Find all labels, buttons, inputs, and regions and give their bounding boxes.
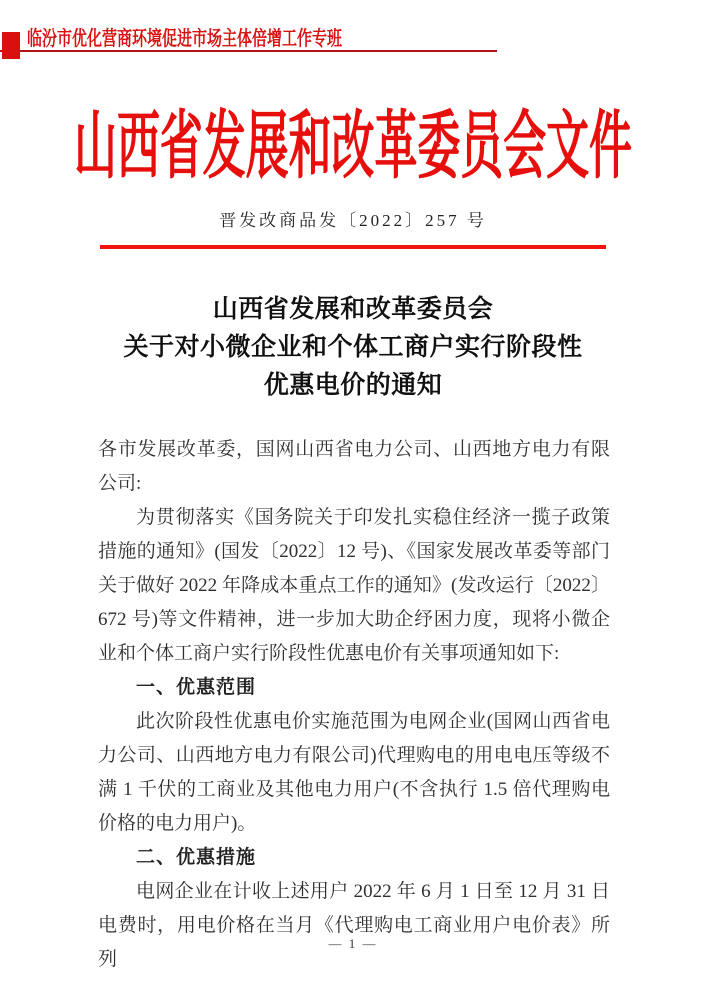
banner-title: 临汾市优化营商环境促进市场主体倍增工作专班 <box>27 28 342 50</box>
section-heading-1: 一、优惠范围 <box>136 677 257 698</box>
banner-underline <box>0 50 497 52</box>
document-title-line-1: 山西省发展和改革委员会 <box>212 296 494 323</box>
salutation: 各市发展改革委，国网山西省电力公司、山西地方电力有限公司: <box>98 439 610 494</box>
paragraph-3: 电网企业在计收上述用户 2022 年 6 月 1 日至 12 月 31 日电费时，用电价格在当月《代理购电工商业用户电价表》所列 <box>98 881 610 970</box>
paragraph-2: 此次阶段性优惠电价实施范围为电网企业(国网山西省电力公司、山西地方电力有限公司)代理购电的用电电压等级不满 1 千伏的工商业及其他电力用户(不含执行 1.5 倍代理购电价格的电力用户)。 <box>98 711 610 834</box>
document-title <box>0 291 706 405</box>
page-number: — 1 — <box>328 936 378 951</box>
banner-square-icon <box>2 32 20 59</box>
document-title-line-3: 优惠电价的通知 <box>263 372 443 399</box>
document-title-line-2: 关于对小微企业和个体工商户实行阶段性 <box>123 334 583 361</box>
red-divider <box>100 245 606 249</box>
document-body <box>98 433 610 977</box>
doc-number: 晋发改商品发〔2022〕257 号 <box>219 211 487 230</box>
section-heading-2: 二、优惠措施 <box>136 847 257 868</box>
paragraph-1: 为贯彻落实《国务院关于印发扎实稳住经济一揽子政策措施的通知》(国发〔2022〕12 号)、《国家发展改革委等部门关于做好 2022 年降成本重点工作的通知》(发改运行〔2022〕672 号)等文件精神，进一步加大助企纾困力度，现将小微企业和个体工商户实行阶段性优惠电价有关事项通知如下: <box>98 507 610 664</box>
letterhead-title: 山西省发展和改革委员会文件 <box>74 106 632 188</box>
